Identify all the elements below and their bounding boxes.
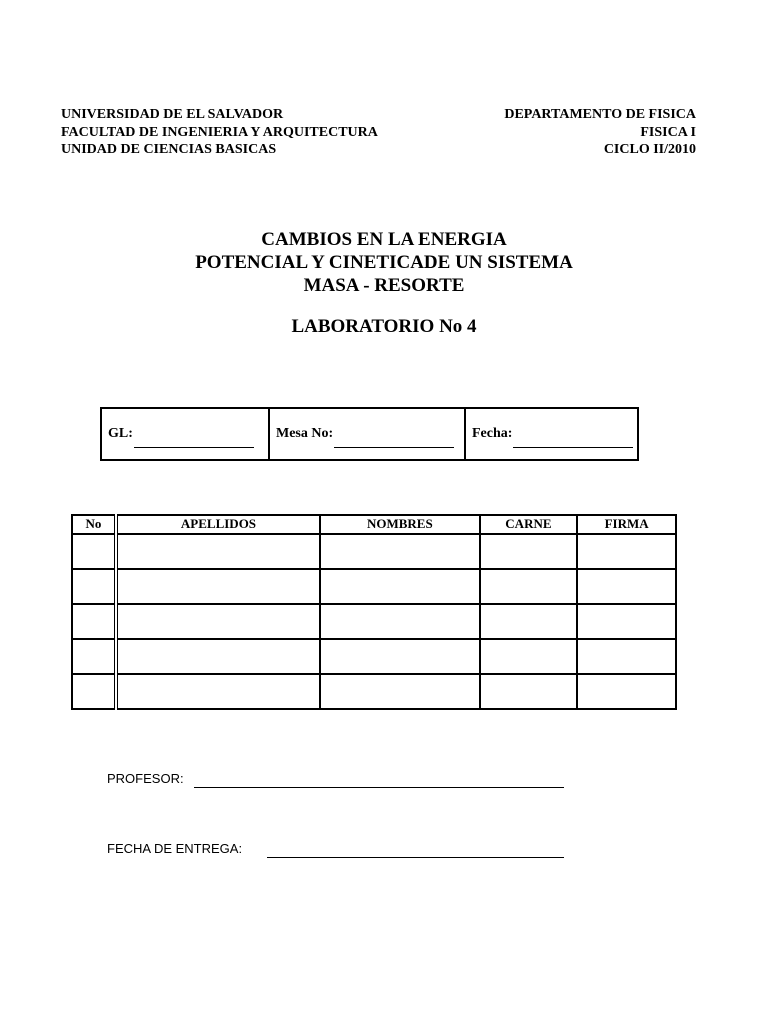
cell-nombres[interactable] xyxy=(320,534,479,569)
lab-title: LABORATORIO No 4 xyxy=(291,316,477,337)
cell-apellidos[interactable] xyxy=(116,534,320,569)
title-line-1: CAMBIOS EN LA ENERGIA xyxy=(261,229,507,250)
course-name: FISICA I xyxy=(640,124,696,140)
fecha-entrega-line[interactable] xyxy=(267,857,564,858)
table-row xyxy=(72,604,676,639)
cell-nombres[interactable] xyxy=(320,604,479,639)
table-row xyxy=(72,534,676,569)
faculty-name: FACULTAD DE INGENIERIA Y ARQUITECTURA xyxy=(61,124,378,140)
cycle: CICLO II/2010 xyxy=(603,142,696,157)
cell-apellidos[interactable] xyxy=(116,604,320,639)
cell-carne[interactable] xyxy=(480,604,578,639)
cell-carne[interactable] xyxy=(480,569,578,604)
unit-name: UNIDAD DE CIENCIAS BASICAS xyxy=(61,142,277,157)
title-line-2: POTENCIAL Y CINETICADE UN SISTEMA xyxy=(195,252,573,273)
header-no: No xyxy=(72,515,116,534)
department-name: DEPARTAMENTO DE FISICA xyxy=(504,107,696,122)
gl-label: GL: xyxy=(108,426,133,441)
profesor-label: PROFESOR: xyxy=(107,771,184,786)
cell-apellidos[interactable] xyxy=(116,569,320,604)
mesa-field[interactable] xyxy=(268,409,464,459)
fecha-blank[interactable] xyxy=(513,433,633,448)
mesa-blank[interactable] xyxy=(334,433,454,448)
header-institution xyxy=(61,106,378,159)
fecha-field[interactable] xyxy=(464,409,637,459)
document-title xyxy=(0,228,768,297)
gl-field[interactable] xyxy=(102,409,268,459)
header-nombres: NOMBRES xyxy=(320,515,479,534)
profesor-line[interactable] xyxy=(194,787,564,788)
fecha-label: Fecha: xyxy=(472,426,513,441)
cell-apellidos[interactable] xyxy=(116,639,320,674)
title-line-3: MASA - RESORTE xyxy=(303,275,465,296)
header-firma: FIRMA xyxy=(577,515,676,534)
cell-no[interactable] xyxy=(72,674,116,709)
cell-firma[interactable] xyxy=(577,604,676,639)
table-row xyxy=(72,569,676,604)
university-name: UNIVERSIDAD DE EL SALVADOR xyxy=(61,107,284,122)
cell-nombres[interactable] xyxy=(320,639,479,674)
cell-nombres[interactable] xyxy=(320,674,479,709)
cell-firma[interactable] xyxy=(577,674,676,709)
info-box xyxy=(100,407,639,461)
table-row xyxy=(72,674,676,709)
gl-blank[interactable] xyxy=(134,433,254,448)
table-row xyxy=(72,639,676,674)
header-course xyxy=(504,106,696,159)
cell-no[interactable] xyxy=(72,604,116,639)
header-apellidos: APELLIDOS xyxy=(116,515,320,534)
cell-no[interactable] xyxy=(72,639,116,674)
cell-carne[interactable] xyxy=(480,639,578,674)
cell-firma[interactable] xyxy=(577,569,676,604)
student-roster-table xyxy=(71,514,677,710)
cell-apellidos[interactable] xyxy=(116,674,320,709)
cell-firma[interactable] xyxy=(577,534,676,569)
table-header-row xyxy=(72,515,676,534)
fecha-entrega-label: FECHA DE ENTREGA: xyxy=(107,841,243,856)
cell-carne[interactable] xyxy=(480,674,578,709)
cell-no[interactable] xyxy=(72,569,116,604)
cell-firma[interactable] xyxy=(577,639,676,674)
header-carne: CARNE xyxy=(480,515,578,534)
cell-nombres[interactable] xyxy=(320,569,479,604)
mesa-label: Mesa No: xyxy=(276,426,334,441)
cell-no[interactable] xyxy=(72,534,116,569)
cell-carne[interactable] xyxy=(480,534,578,569)
